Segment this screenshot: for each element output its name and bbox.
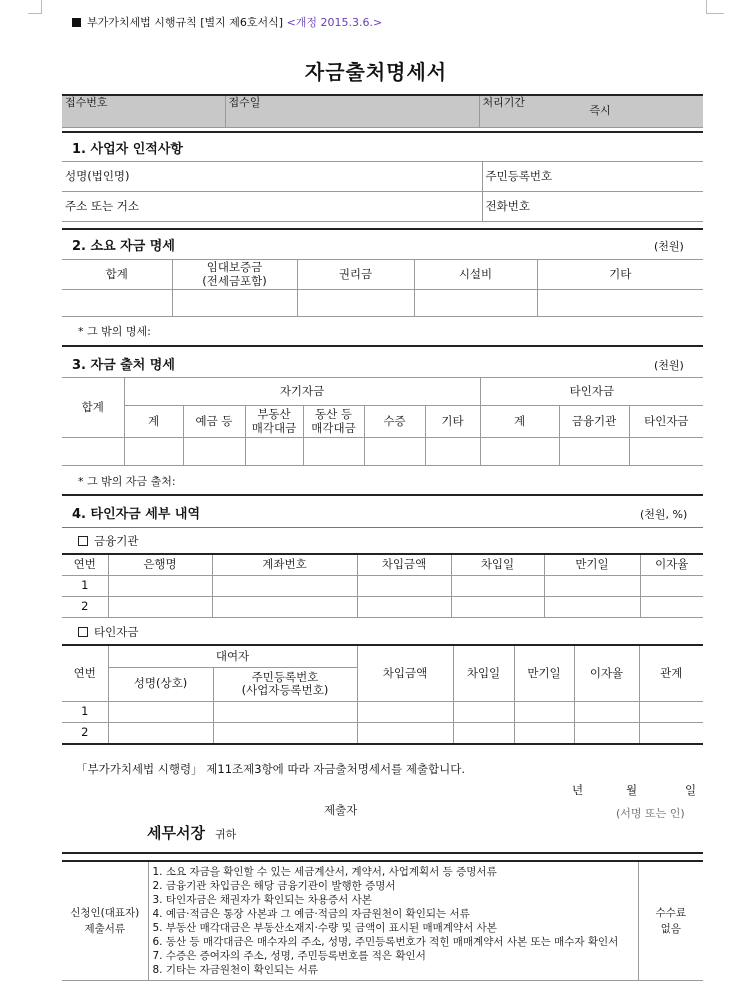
input-own-other[interactable] [425,438,480,466]
list-item: 8. 기타는 자금원천이 확인되는 서류 [152,963,318,976]
priv-col-id: 주민등록번호 (사업자등록번호) [213,667,357,701]
business-name-field[interactable] [62,162,482,192]
table-row [62,596,703,617]
list-item: 2. 금융기관 차입금은 해당 금융기관이 발행한 증명서 [152,879,396,892]
attachments-table [62,860,703,981]
input-total[interactable] [62,290,172,317]
list-item: 4. 예금·적금은 통장 사본과 그 예금·적금의 자금원천이 확인되는 서류 [152,907,470,920]
input-cell[interactable] [108,596,212,617]
business-name-label: 성명(법인명) [65,168,130,183]
section4-title: 4. 타인자금 세부 내역 [72,507,201,522]
input-cell[interactable] [514,722,574,743]
input-cell[interactable] [453,722,514,743]
fin-col-account: 계좌번호 [212,554,357,575]
honorific: 귀하 [214,828,237,841]
input-others-private[interactable] [629,438,703,466]
input-own-deposits[interactable] [183,438,245,466]
list-item: 1. 소요 자금을 확인할 수 있는 세금계산서, 계약서, 사업계획서 등 증명서류 [152,865,497,878]
priv-col-name: 성명(상호) [108,667,213,701]
date-month[interactable]: 월 [626,783,638,797]
input-cell[interactable] [453,701,514,722]
input-own-subtotal[interactable] [124,438,183,466]
square-bullet-icon [72,18,81,27]
private-lender-label: 타인자금 [94,625,139,639]
own-col-gift: 수증 [364,406,425,438]
section2-title: 2. 소요 자금 명세 [72,239,175,254]
processing-period-cell [479,95,703,127]
own-funds-header: 자기자금 [124,378,480,406]
col-other: 기타 [537,260,703,290]
private-loans-table [62,644,703,744]
input-facility[interactable] [414,290,537,317]
section3-unit: (천원) [654,359,684,372]
others-col-subtotal: 계 [480,406,559,438]
page-title: 자금출처명세서 [304,60,448,84]
checkbox-icon[interactable] [78,536,88,546]
lender-header: 대여자 [108,645,357,667]
input-cell[interactable] [212,575,357,596]
section-divider [62,494,703,496]
row-number: 2 [62,596,108,617]
input-own-gift[interactable] [364,438,425,466]
financial-institution-subheading [78,533,138,549]
input-others-financial[interactable] [559,438,629,466]
section-divider [62,852,703,854]
list-item: 6. 동산 등 매각대금은 매수자의 주소, 성명, 주민등록번호가 적힌 매매계약서 사본 또는 매수자 확인서 [152,935,619,948]
col-premium: 권리금 [297,260,414,290]
input-cell[interactable] [544,596,640,617]
row-number: 2 [62,722,108,743]
page-corner-mark [28,0,42,14]
phone-field[interactable] [482,192,703,222]
input-cell[interactable] [357,722,453,743]
signature-field[interactable]: (서명 또는 인) [616,807,685,820]
list-item: 5. 부동산 매각대금은 부동산소재지·수량 및 금액이 표시된 매매계약서 사본 [152,921,497,934]
required-funds-table [62,259,703,317]
table-row [62,575,703,596]
input-cell[interactable] [639,722,703,743]
tax-office-head: 세무서장 [147,824,205,842]
input-cell[interactable] [640,596,703,617]
col-facility: 시설비 [414,260,537,290]
priv-col-rate: 이자율 [574,645,639,701]
section1-title: 1. 사업자 인적사항 [72,142,183,157]
section2-unit: (천원) [654,240,684,253]
priv-col-date: 차입일 [453,645,514,701]
input-cell[interactable] [544,575,640,596]
input-cell[interactable] [108,575,212,596]
receipt-number-cell[interactable] [62,95,225,127]
priv-col-no: 연번 [62,645,108,701]
receipt-table [62,94,703,128]
processing-period-value: 즉시 [589,104,611,117]
fin-col-date: 차입일 [451,554,544,575]
private-lender-subheading [78,624,138,640]
applicant-info-table [62,161,703,222]
others-col-financial: 금융기관 [559,406,629,438]
phone-label: 전화번호 [485,198,530,213]
input-cell[interactable] [108,722,213,743]
section2-other-note: * 그 밖의 명세: [78,325,151,338]
fin-col-rate: 이자율 [640,554,703,575]
fin-col-no: 연번 [62,554,108,575]
submitter-label: 제출자 [324,803,358,817]
others-funds-header: 타인자금 [480,378,703,406]
fin-col-maturity: 만기일 [544,554,640,575]
input-cell[interactable] [639,701,703,722]
address-field[interactable] [62,192,482,222]
section-divider [62,131,703,133]
financial-loans-table [62,553,703,618]
resident-number-field[interactable] [482,162,703,192]
priv-col-maturity: 만기일 [514,645,574,701]
fin-col-amount: 차입금액 [357,554,451,575]
section4-unit: (천원, %) [640,508,688,521]
input-cell[interactable] [357,575,451,596]
list-item: 7. 수증은 증여자의 주소, 성명, 주민등록번호를 적은 확인서 [152,949,426,962]
input-cell[interactable] [451,575,544,596]
date-day[interactable]: 일 [685,783,697,797]
own-col-other: 기타 [425,406,480,438]
attachments-list [148,861,638,980]
input-cell[interactable] [212,596,357,617]
input-cell[interactable] [574,701,639,722]
input-cell[interactable] [108,701,213,722]
input-own-real-estate[interactable] [245,438,303,466]
receipt-number-label: 접수번호 [65,96,108,109]
form-name: 부가가치세법 시행규칙 [별지 제6호서식] [87,16,284,29]
input-other[interactable] [537,290,703,317]
processing-period-label: 처리기간 [482,96,526,109]
own-col-deposits: 예금 등 [183,406,245,438]
section-divider [62,228,703,230]
address-label: 주소 또는 거소 [65,198,139,213]
own-col-real-estate: 부동산 매각대금 [245,406,303,438]
priv-col-amount: 차입금액 [357,645,453,701]
own-col-subtotal: 계 [124,406,183,438]
page-corner-mark [706,0,724,14]
col-total: 합계 [62,260,172,290]
checkbox-icon[interactable] [78,627,88,637]
input-cell[interactable] [451,596,544,617]
input-premium[interactable] [297,290,414,317]
addressee [147,822,236,843]
attachments-label: 신청인(대표자) 제출서류 [62,861,148,980]
input-cell[interactable] [357,701,453,722]
fee-cell: 수수료 없음 [638,861,703,980]
revision-date: <개정 2015.3.6.> [286,16,383,29]
financial-institution-label: 금융기관 [94,534,139,548]
others-col-private: 타인자금 [629,406,703,438]
input-cell[interactable] [574,722,639,743]
declaration-text: 「부가가치세법 시행령」 제11조제3항에 따라 자금출처명세서를 제출합니다. [76,762,466,776]
row-number: 1 [62,575,108,596]
input-cell[interactable] [640,575,703,596]
input-grand-total[interactable] [62,438,124,466]
funding-source-table [62,377,703,466]
own-col-movables: 동산 등 매각대금 [303,406,364,438]
date-year[interactable]: 년 [572,783,584,797]
section3-other-note: * 그 밖의 자금 출처: [78,475,176,488]
table-row [62,722,703,743]
input-deposit[interactable] [172,290,297,317]
row-number: 1 [62,701,108,722]
input-cell[interactable] [213,701,357,722]
table-row [62,701,703,722]
priv-col-relation: 관계 [639,645,703,701]
form-header [72,14,382,30]
receipt-date-cell[interactable] [225,95,479,127]
list-item: 3. 타인자금은 채권자가 확인되는 차용증서 사본 [152,893,372,906]
section-divider [62,743,703,745]
section-divider [62,345,703,347]
input-others-subtotal[interactable] [480,438,559,466]
section3-title: 3. 자금 출처 명세 [72,358,175,373]
input-cell[interactable] [514,701,574,722]
resident-number-label: 주민등록번호 [485,168,553,183]
receipt-date-label: 접수일 [228,96,261,109]
col-grand-total: 합계 [62,378,124,438]
fin-col-bank: 은행명 [108,554,212,575]
section-divider [62,527,703,528]
input-cell[interactable] [357,596,451,617]
col-deposit: 임대보증금 (전세금포함) [172,260,297,290]
input-cell[interactable] [213,722,357,743]
input-own-movables[interactable] [303,438,364,466]
